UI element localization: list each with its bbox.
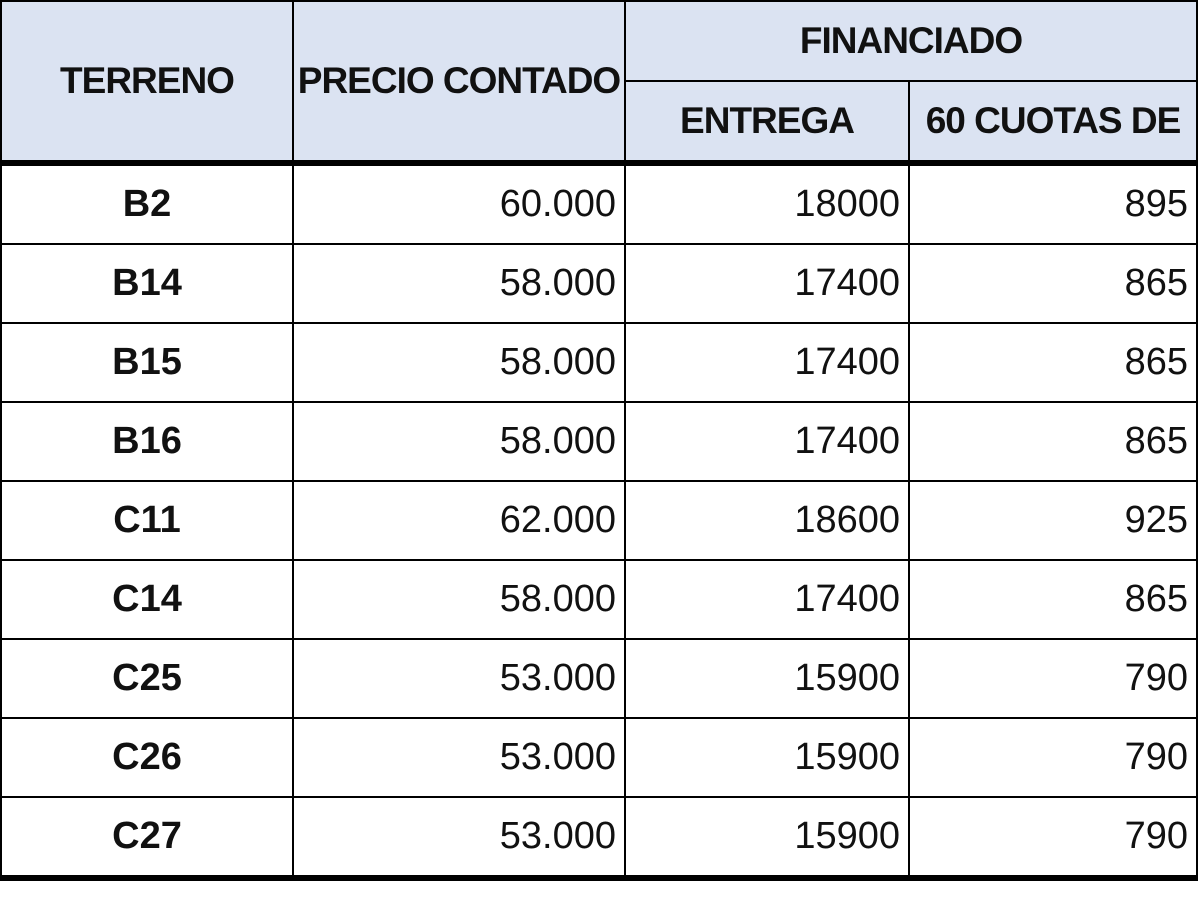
cell-cuota[interactable]: 865: [909, 323, 1197, 402]
table-row: [1, 402, 1197, 481]
cell-precio-contado[interactable]: 58.000: [293, 323, 625, 402]
cell-terreno[interactable]: B2: [1, 163, 293, 244]
table-row: [1, 481, 1197, 560]
cell-terreno[interactable]: B14: [1, 244, 293, 323]
cell-cuota[interactable]: 790: [909, 639, 1197, 718]
cell-entrega[interactable]: 15900: [625, 797, 909, 878]
table-row: [1, 797, 1197, 878]
header-terreno[interactable]: TERRENO: [1, 1, 293, 163]
table-row: [1, 244, 1197, 323]
cell-terreno[interactable]: C27: [1, 797, 293, 878]
cell-precio-contado[interactable]: 62.000: [293, 481, 625, 560]
table-row: [1, 639, 1197, 718]
cell-entrega[interactable]: 17400: [625, 402, 909, 481]
cell-terreno[interactable]: B15: [1, 323, 293, 402]
table-row: [1, 718, 1197, 797]
cell-cuota[interactable]: 865: [909, 244, 1197, 323]
header-entrega[interactable]: ENTREGA: [625, 81, 909, 163]
cell-terreno[interactable]: C26: [1, 718, 293, 797]
cell-cuota[interactable]: 895: [909, 163, 1197, 244]
cell-terreno[interactable]: C14: [1, 560, 293, 639]
cell-cuota[interactable]: 790: [909, 718, 1197, 797]
cell-precio-contado[interactable]: 53.000: [293, 797, 625, 878]
header-row-top: [1, 1, 1197, 81]
cell-entrega[interactable]: 17400: [625, 323, 909, 402]
cell-entrega[interactable]: 17400: [625, 244, 909, 323]
cell-cuota[interactable]: 865: [909, 560, 1197, 639]
cell-entrega[interactable]: 18000: [625, 163, 909, 244]
table-row: [1, 560, 1197, 639]
table-body: [1, 163, 1197, 878]
table-header: [1, 1, 1197, 163]
cell-entrega[interactable]: 17400: [625, 560, 909, 639]
header-cuotas[interactable]: 60 CUOTAS DE: [909, 81, 1197, 163]
cell-precio-contado[interactable]: 58.000: [293, 402, 625, 481]
cell-precio-contado[interactable]: 53.000: [293, 639, 625, 718]
table-row: [1, 163, 1197, 244]
cell-precio-contado[interactable]: 60.000: [293, 163, 625, 244]
cell-terreno[interactable]: C11: [1, 481, 293, 560]
cell-entrega[interactable]: 15900: [625, 639, 909, 718]
cell-precio-contado[interactable]: 53.000: [293, 718, 625, 797]
cell-entrega[interactable]: 18600: [625, 481, 909, 560]
cell-terreno[interactable]: C25: [1, 639, 293, 718]
table-row: [1, 323, 1197, 402]
header-precio-contado[interactable]: PRECIO CONTADO: [293, 1, 625, 163]
cell-cuota[interactable]: 865: [909, 402, 1197, 481]
cell-terreno[interactable]: B16: [1, 402, 293, 481]
cell-precio-contado[interactable]: 58.000: [293, 560, 625, 639]
cell-cuota[interactable]: 925: [909, 481, 1197, 560]
cell-cuota[interactable]: 790: [909, 797, 1197, 878]
header-financiado[interactable]: FINANCIADO: [625, 1, 1197, 81]
cell-entrega[interactable]: 15900: [625, 718, 909, 797]
cell-precio-contado[interactable]: 58.000: [293, 244, 625, 323]
